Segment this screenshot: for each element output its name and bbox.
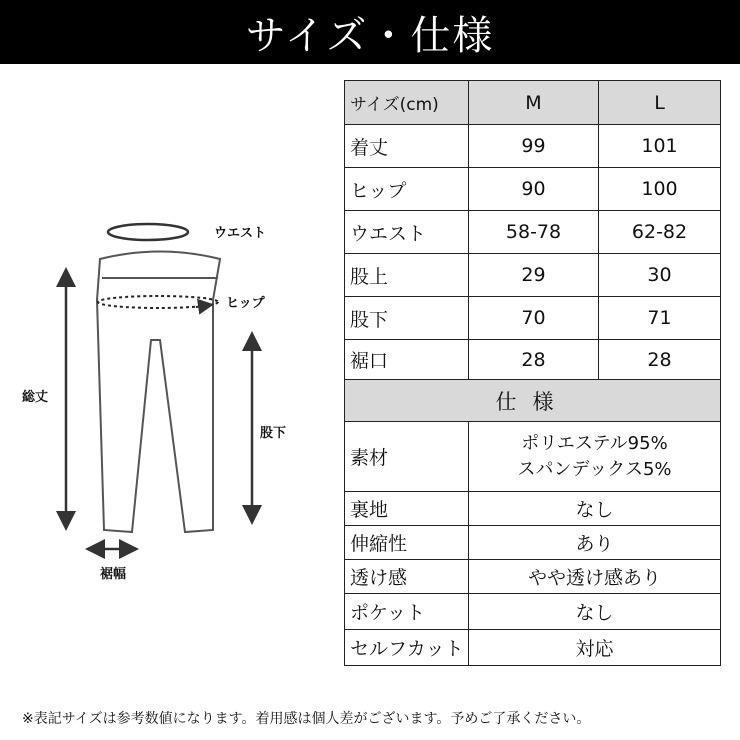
label-total-length: 総丈 [22, 390, 49, 405]
row-label: 透け感 [345, 560, 469, 594]
header-size-l: L [599, 81, 721, 125]
value-m: 70 [469, 297, 599, 340]
label-hip: ヒップ [226, 296, 265, 311]
page-title: サイズ・仕様 [0, 0, 740, 64]
material-line-2: スパンデックス5% [517, 458, 672, 480]
value-l: 71 [599, 297, 721, 340]
spec-value: なし [469, 492, 721, 526]
value-l: 62-82 [599, 211, 721, 254]
value-m: 99 [469, 125, 599, 168]
table-row [345, 422, 721, 492]
size-header-row [345, 81, 721, 125]
pants-outline-icon [0, 64, 340, 624]
value-m: 28 [469, 340, 599, 380]
table-row [345, 594, 721, 630]
table-row [345, 492, 721, 526]
value-l: 101 [599, 125, 721, 168]
row-label: 素材 [345, 422, 469, 492]
spec-value: なし [469, 594, 721, 630]
pants-diagram [0, 64, 340, 624]
size-spec-table [344, 80, 721, 666]
waist-measure-line [108, 224, 188, 240]
table-row [345, 168, 721, 211]
row-label: セルフカット [345, 630, 469, 666]
row-label: 伸縮性 [345, 526, 469, 560]
value-m: 29 [469, 254, 599, 297]
table-row [345, 340, 721, 380]
value-m: 58-78 [469, 211, 599, 254]
row-label: ウエスト [345, 211, 469, 254]
row-label: ポケット [345, 594, 469, 630]
spec-value: 対応 [469, 630, 721, 666]
label-waist: ウエスト [214, 226, 267, 241]
footnote: ※表記サイズは参考数値になります。着用感は個人差がございます。予めご了承ください。 [22, 711, 591, 727]
table-row [345, 297, 721, 340]
row-label: ヒップ [345, 168, 469, 211]
row-label: 股上 [345, 254, 469, 297]
value-l: 28 [599, 340, 721, 380]
value-l: 100 [599, 168, 721, 211]
table-row [345, 630, 721, 666]
header-size-unit: サイズ(cm) [345, 81, 469, 125]
material-line-1: ポリエステル95% [521, 432, 668, 454]
row-label: 裾口 [345, 340, 469, 380]
label-inseam: 股下 [260, 426, 287, 441]
spec-value: あり [469, 526, 721, 560]
table-row [345, 254, 721, 297]
pants-shape [97, 252, 220, 533]
value-m: 90 [469, 168, 599, 211]
row-label: 裏地 [345, 492, 469, 526]
row-label: 股下 [345, 297, 469, 340]
spec-heading: 仕様 [345, 380, 721, 422]
table-row [345, 560, 721, 594]
spec-heading-row [345, 380, 721, 422]
table-row [345, 526, 721, 560]
value-l: 30 [599, 254, 721, 297]
header-size-m: M [469, 81, 599, 125]
row-label: 着丈 [345, 125, 469, 168]
label-hem-width: 裾幅 [100, 567, 127, 582]
spec-value: やや透け感あり [469, 560, 721, 594]
material-value [469, 422, 721, 492]
table-row [345, 211, 721, 254]
table-row [345, 125, 721, 168]
